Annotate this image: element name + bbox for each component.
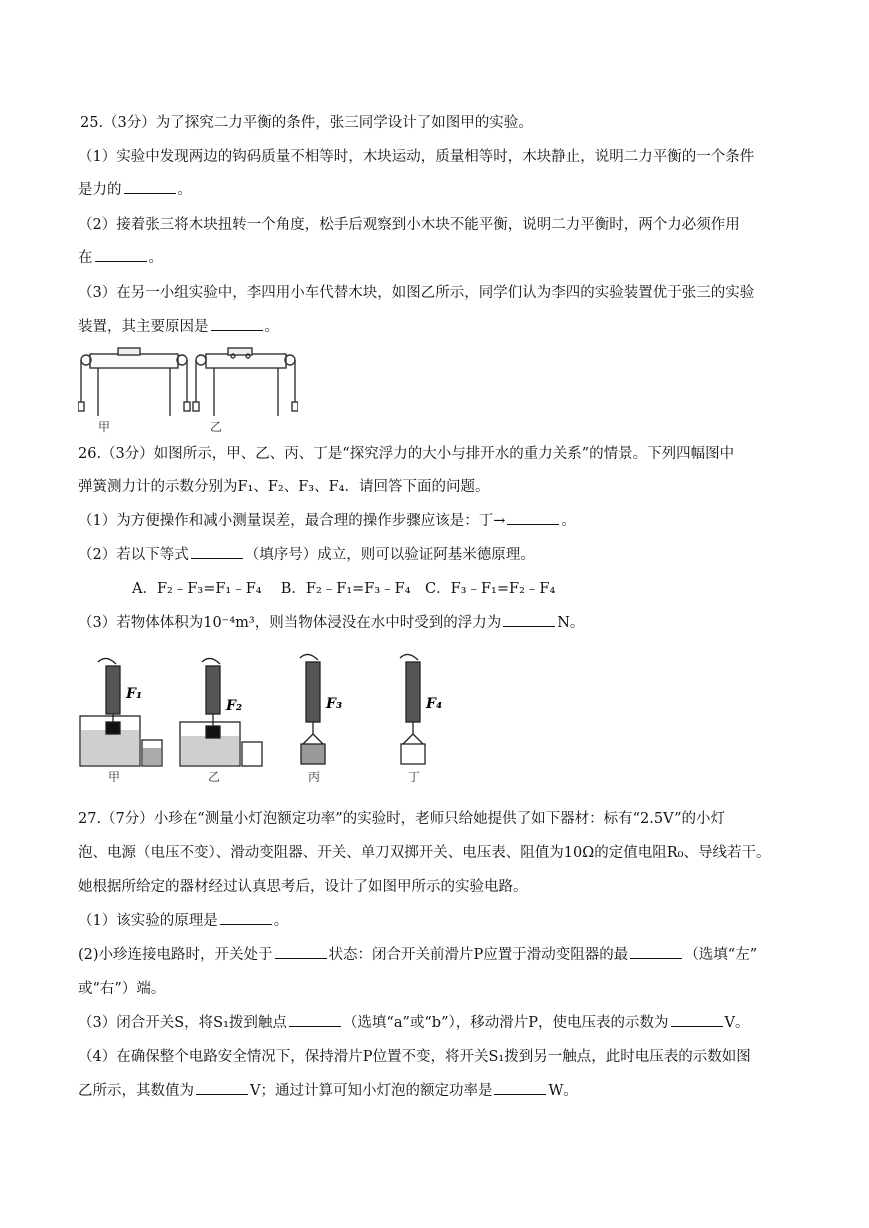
q27-line3: 她根据所给定的器材经过认真思考后，设计了如图甲所示的实验电路。	[78, 879, 528, 895]
table-jia	[78, 348, 190, 416]
q26-title: 26.（3分）如图所示，甲、乙、丙、丁是“探究浮力的大小与排开水的重力关系”的情景。下列四幅图中	[78, 446, 735, 462]
fig-label-jia: 甲	[98, 420, 111, 434]
q27-part1: （1）该实验的原理是 。	[78, 913, 289, 929]
setup-ding	[400, 654, 425, 764]
fig-label-bing: 丙	[308, 770, 321, 784]
answer-blank[interactable]	[124, 181, 176, 194]
answer-blank[interactable]	[95, 249, 147, 262]
q25-figure	[78, 346, 298, 432]
answer-blank[interactable]	[289, 1014, 341, 1027]
setup-jia	[80, 658, 162, 766]
force-label-f1: F₁	[126, 686, 143, 702]
force-label-f2: F₂	[226, 698, 243, 714]
q26-part2: （2）若以下等式 （填序号）成立，则可以验证阿基米德原理。	[78, 547, 535, 563]
q26-part1: （1）为方便操作和减小测量误差，最合理的操作步骤应该是：丁→ 。	[78, 513, 576, 529]
q25-part2-line1: （2）接着张三将木块扭转一个角度，松手后观察到小木块不能平衡，说明二力平衡时，两个力必须作用	[78, 217, 740, 233]
answer-blank[interactable]	[220, 912, 272, 925]
answer-blank[interactable]	[275, 946, 327, 959]
setup-yi	[180, 658, 262, 766]
fig-label-jia: 甲	[108, 770, 121, 784]
q27-part4-line2: 乙所示，其数值为 V；通过计算可知小灯泡的额定功率是 W。	[78, 1083, 578, 1099]
answer-blank[interactable]	[507, 512, 559, 525]
q27-part3: （3）闭合开关S，将S₁拨到触点 （选填“a”或“b”），移动滑片P，使电压表的示数为 V。	[78, 1015, 750, 1031]
fig-label-yi: 乙	[210, 420, 223, 434]
fig-label-ding: 丁	[408, 770, 421, 784]
table-yi	[193, 348, 298, 416]
answer-blank[interactable]	[211, 318, 263, 331]
q27-line2: 泡、电源（电压不变）、滑动变阻器、开关、单刀双掷开关、电压表、阻值为10Ω的定值电阻R₀、导线若干。	[78, 845, 771, 861]
answer-blank[interactable]	[494, 1082, 546, 1095]
q27-title: 27.（7分）小珍在“测量小灯泡额定功率”的实验时，老师只给她提供了如下器材：标有“2.5V”的小灯	[78, 811, 725, 827]
force-label-f4: F₄	[426, 696, 443, 712]
q27-part4-line1: （4）在确保整个电路安全情况下，保持滑片P位置不变，将开关S₁拨到另一触点，此时电压表的示数如图	[78, 1049, 751, 1065]
answer-blank[interactable]	[671, 1014, 723, 1027]
force-label-f3: F₃	[326, 696, 343, 712]
fig-label-yi: 乙	[208, 770, 221, 784]
q25-part3-line2: 装置，其主要原因是 。	[78, 319, 279, 335]
q26-line2: 弹簧测力计的示数分别为F₁、F₂、F₃、F₄．请回答下面的问题。	[78, 479, 490, 495]
q25-title: 25.（3分）为了探究二力平衡的条件，张三同学设计了如图甲的实验。	[80, 115, 533, 131]
q26-part3: （3）若物体体积为10⁻⁴m³，则当物体浸没在水中时受到的浮力为 N。	[78, 615, 585, 631]
answer-blank[interactable]	[630, 946, 682, 959]
q25-part1-line1: （1）实验中发现两边的钩码质量不相等时，木块运动，质量相等时，木块静止，说明二力平衡的一个条件	[78, 149, 755, 165]
q27-part2-line2: 或“右”）端。	[78, 981, 166, 997]
answer-blank[interactable]	[196, 1082, 248, 1095]
q26-figure	[78, 652, 458, 787]
q25-part3-line1: （3）在另一小组实验中，李四用小车代替木块，如图乙所示，同学们认为李四的实验装置优于张三的实验	[78, 285, 755, 301]
answer-blank[interactable]	[503, 614, 555, 627]
setup-bing	[300, 654, 325, 764]
q25-part2-line2: 在 。	[78, 250, 163, 266]
answer-blank[interactable]	[191, 546, 243, 559]
q27-part2-line1: (2)小珍连接电路时，开关处于 状态：闭合开关前滑片P应置于滑动变阻器的最 （选填“左”	[78, 947, 758, 963]
q26-options: A．F₂﹣F₃=F₁﹣F₄ B．F₂﹣F₁=F₃﹣F₄ C．F₃﹣F₁=F₂﹣F₄	[132, 581, 556, 597]
q25-part1-line2: 是力的 。	[78, 182, 192, 198]
